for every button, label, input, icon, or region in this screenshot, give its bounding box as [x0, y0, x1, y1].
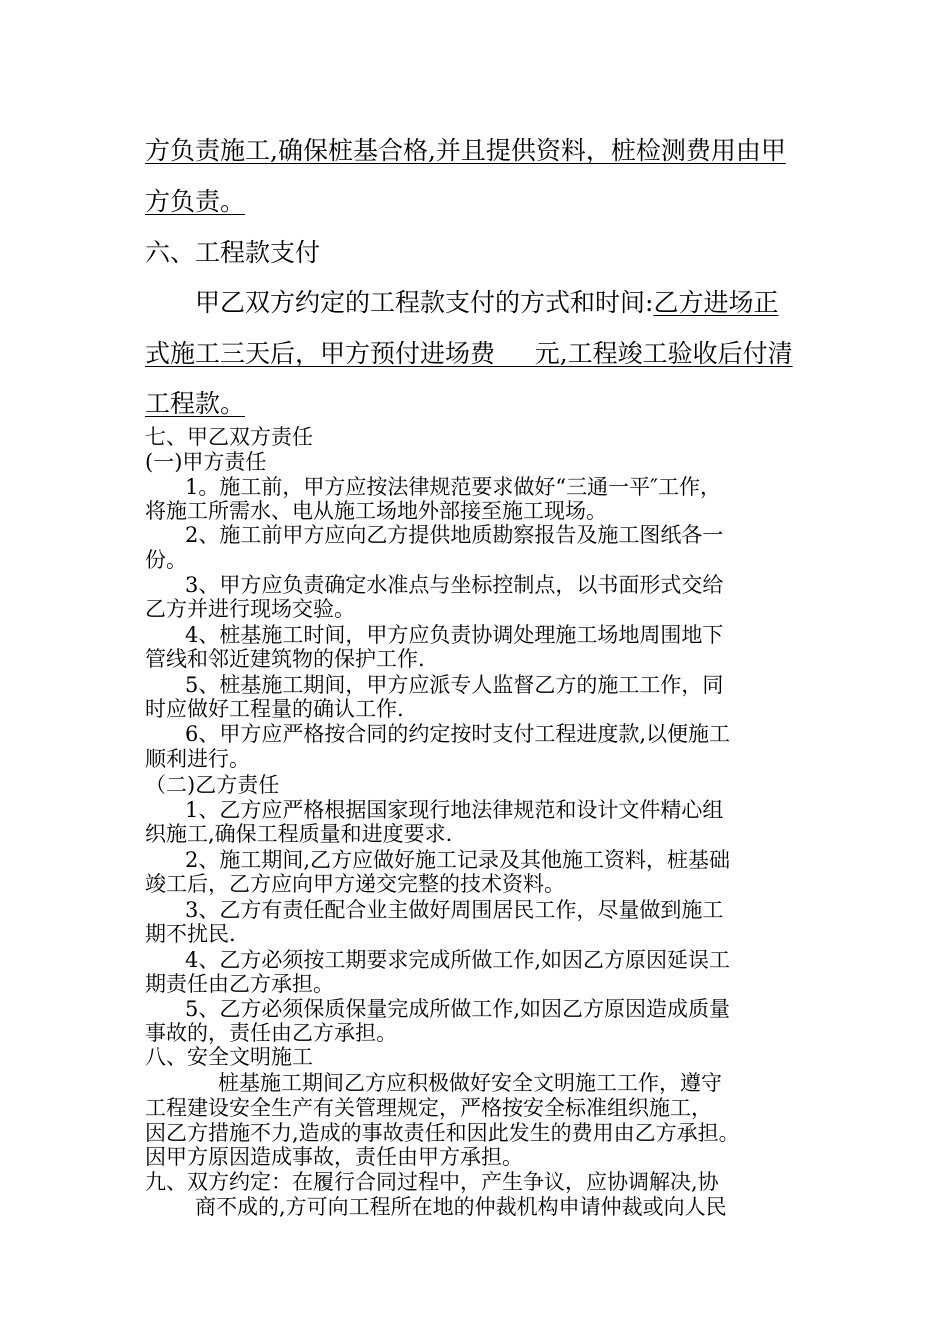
section6-line-3: 工程款。: [145, 389, 246, 418]
top-line-2: 方负责。: [145, 187, 246, 216]
top-line-1: 方负责施工,确保桩基合格,并且提供资料，桩检测费用由甲: [145, 136, 786, 165]
partyB-line: 4、乙方必须按工期要求完成所做工作,如因乙方原因延误工: [185, 948, 731, 972]
partyB-line: 织施工,确保工程质量和进度要求.: [145, 822, 453, 846]
section6-line-1-plain: 甲乙双方约定的工程款支付的方式和时间:: [195, 288, 654, 317]
partyB-line: 竣工后，乙方应向甲方递交完整的技术资料。: [145, 872, 565, 896]
partyA-line: 将施工所需水、电从施工场地外部接至施工现场。: [145, 499, 607, 523]
partyA-line: 1。施工前，甲方应按法律规范要求做好“三通一平″工作，: [185, 475, 721, 499]
section8-heading: 八、安全文明施工: [145, 1045, 313, 1069]
partyB-heading: （二)乙方责任: [145, 773, 280, 797]
partyA-heading: (一)甲方责任: [145, 450, 267, 474]
section8-line: 因乙方措施不力,造成的事故责任和因此发生的费用由乙方承担。: [145, 1121, 740, 1145]
partyA-line: 顺利进行。: [145, 747, 250, 771]
partyA-line: 4、桩基施工时间，甲方应负责协调处理施工场地周围地下: [185, 623, 724, 647]
partyA-line: 乙方并进行现场交验。: [145, 597, 355, 621]
partyB-line: 2、施工期间,乙方应做好施工记录及其他施工资料，桩基础: [185, 848, 731, 872]
section6-heading: 六、工程款支付: [145, 238, 321, 267]
section6-line-1: [195, 288, 865, 317]
partyA-line: 3、甲方应负责确定水准点与坐标控制点，以书面形式交给: [185, 573, 724, 597]
partyB-line: 1、乙方应严格根据国家现行地法律规范和设计文件精心组: [185, 798, 724, 822]
partyA-line: 6、甲方应严格按合同的约定按时支付工程进度款,以便施工: [185, 722, 731, 746]
section6-line-2: 式施工三天后，甲方预付进场费 元,工程竣工验收后付清: [145, 339, 793, 368]
section8-line: 桩基施工期间乙方应积极做好安全文明施工工作，遵守: [218, 1071, 722, 1095]
partyB-line: 期不扰民.: [145, 922, 236, 946]
section6-line-1-under: 乙方进场正: [653, 288, 779, 317]
section9-line-2: 商不成的,方可向工程所在地的仲裁机构申请仲裁或向人民: [195, 1195, 727, 1219]
partyB-line: 3、乙方有责任配合业主做好周围居民工作，尽量做到施工: [185, 898, 724, 922]
partyB-line: 期责任由乙方承担。: [145, 972, 334, 996]
section8-line: 工程建设安全生产有关管理规定，严格按安全标准组织施工，: [145, 1096, 712, 1120]
partyA-line: 份。: [145, 548, 187, 572]
partyB-line: 事故的，责任由乙方承担。: [145, 1021, 397, 1045]
section7-heading: 七、甲乙双方责任: [145, 425, 313, 449]
section9-line-1: 九、双方约定：在履行合同过程中，产生争议，应协调解决,协: [145, 1170, 719, 1194]
partyA-line: 5、桩基施工期间，甲方应派专人监督乙方的施工工作，同: [185, 673, 724, 697]
partyA-line: 2、施工前甲方应向乙方提供地质勘察报告及施工图纸各一: [185, 523, 724, 547]
section8-line: 因甲方原因造成事故，责任由甲方承担。: [145, 1145, 523, 1169]
partyA-line: 管线和邻近建筑物的保护工作.: [145, 647, 425, 671]
partyA-line: 时应做好工程量的确认工作.: [145, 697, 404, 721]
partyB-line: 5、乙方必须保质保量完成所做工作,如因乙方原因造成质量: [185, 997, 731, 1021]
